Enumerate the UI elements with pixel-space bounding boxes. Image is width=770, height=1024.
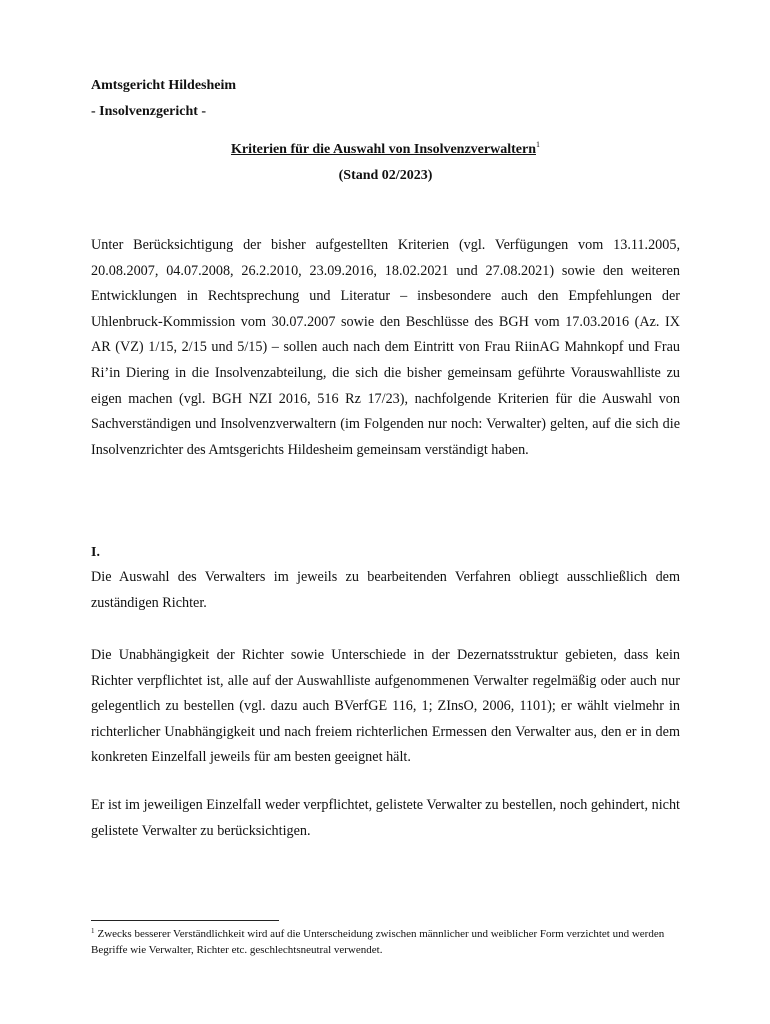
section-1-paragraph-2: Die Unabhängigkeit der Richter sowie Unterschiede in der Dezernatsstruktur gebieten, dass kein Richter verpflichtet ist, alle auf der Auswahlliste aufgenommenen Verwalter regelmäßig oder auch nur gelegentlich zu bestellen (vgl. dazu auch BVerfGE 116, 1; ZInsO, 2006, 1101); er wählt vielmehr in richterlicher Unabhängigkeit und nach freiem richterlichen Ermessen den Verwalter aus, den er in dem konkreten Einzelfall jeweils für am besten geeignet hält. [91, 647, 680, 766]
intro-paragraph: Unter Berücksichtigung der bisher aufgestellten Kriterien (vgl. Verfügungen vom 13.11.2005, 20.08.2007, 04.07.2008, 26.2.2010, 23.09.2016, 18.02.2021 und 27.08.2021) sowie den weiteren Entwicklungen in Rechtsprechung und Literatur – insbesondere auch den Empfehlungen der Uhlenbruck-Kommission vom 30.07.2007 sowie den Beschlüsse des BGH vom 17.03.2016 (Az. IX AR (VZ) 1/15, 2/15 und 5/15) – sollen auch nach dem Eintritt von Frau RiinAG Mahnkopf und Frau Ri’in Diering in die Insolvenzabteilung, die sich die bisher gemeinsam geführte Vorauswahlliste zu eigen machen (vgl. BGH NZI 2016, 516 Rz 17/23), nachfolgende Kriterien für die Auswahl von Sachverständigen und Insolvenzverwaltern (im Folgenden nur noch: Verwalter) gelten, auf die sich die Insolvenzrichter des Amtsgerichts Hildesheim gemeinsam verständigt haben. [91, 237, 680, 458]
document-page [91, 0, 680, 1024]
footnote [91, 926, 680, 958]
document-title-text: Kriterien für die Auswahl von Insolvenzverwaltern [230, 142, 536, 157]
court-name: Amtsgericht Hildesheim [91, 78, 237, 93]
footnote-number: 1 [91, 927, 95, 935]
section-1-paragraph-1: Die Auswahl des Verwalters im jeweils zu bearbeitenden Verfahren obliegt ausschließlich dem zuständigen Richter. [91, 569, 680, 611]
court-department: - Insolvenzgericht - [91, 104, 207, 119]
title-footnote-ref[interactable]: 1 [536, 140, 540, 149]
section-1-paragraph-3: Er ist im jeweiligen Einzelfall weder verpflichtet, gelistete Verwalter zu bestellen, noch gehindert, nicht gelistete Verwalter zu berücksichtigen. [91, 797, 680, 839]
section-1-heading: I. [91, 545, 100, 560]
document-subtitle: (Stand 02/2023) [338, 168, 433, 183]
document-title [91, 141, 680, 159]
footnote-text: Zwecks besserer Verständlichkeit wird auf die Unterscheidung zwischen männlicher und weiblicher Form verzichtet und werden Begriffe wie Verwalter, Richter etc. geschlechtsneutral verwendet. [91, 928, 665, 956]
footnote-divider [91, 920, 279, 921]
